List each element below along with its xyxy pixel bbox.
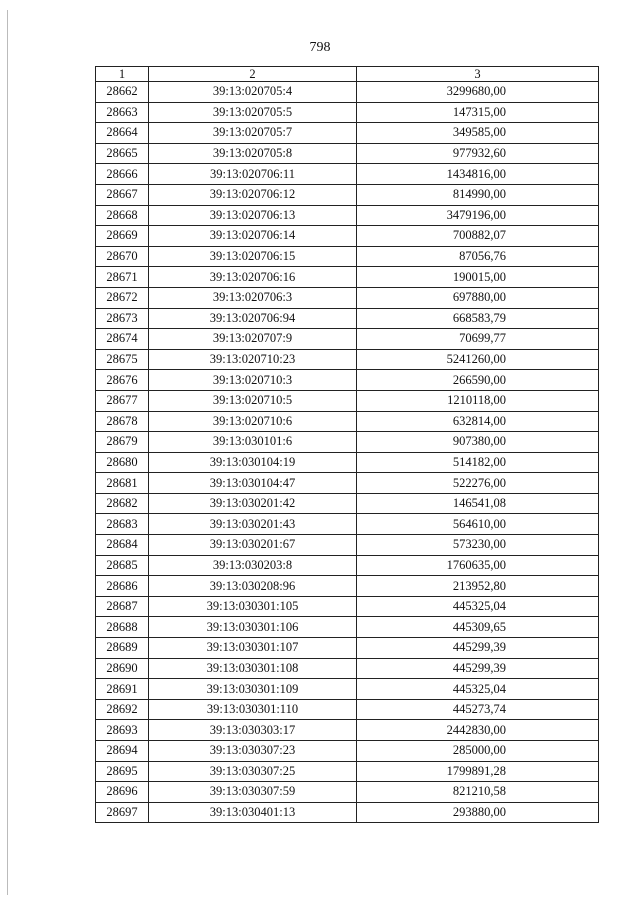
cadastral-number: 39:13:030301:105 — [149, 596, 357, 617]
table-row — [96, 287, 599, 308]
column-header-3: 3 — [357, 67, 599, 82]
cadastral-number: 39:13:030101:6 — [149, 432, 357, 453]
table-row — [96, 102, 599, 123]
cadastral-number: 39:13:030307:59 — [149, 782, 357, 803]
row-number: 28678 — [96, 411, 149, 432]
table-row — [96, 370, 599, 391]
table-row — [96, 184, 599, 205]
cadastral-value: 907380,00 — [357, 432, 599, 453]
cadastral-table — [95, 66, 599, 823]
cadastral-number: 39:13:030303:17 — [149, 720, 357, 741]
table-row — [96, 802, 599, 823]
cadastral-number: 39:13:020705:7 — [149, 123, 357, 144]
page-number: 798 — [309, 40, 331, 55]
cadastral-number: 39:13:020710:5 — [149, 390, 357, 411]
table-header-row — [96, 67, 599, 82]
row-number: 28675 — [96, 349, 149, 370]
table-row — [96, 535, 599, 556]
cadastral-number: 39:13:030307:25 — [149, 761, 357, 782]
cadastral-number: 39:13:030104:19 — [149, 452, 357, 473]
cadastral-number: 39:13:030104:47 — [149, 473, 357, 494]
table-row — [96, 452, 599, 473]
cadastral-value: 564610,00 — [357, 514, 599, 535]
row-number: 28687 — [96, 596, 149, 617]
row-number: 28674 — [96, 329, 149, 350]
cadastral-number: 39:13:020705:5 — [149, 102, 357, 123]
row-number: 28667 — [96, 184, 149, 205]
cadastral-number: 39:13:030307:23 — [149, 741, 357, 762]
row-number: 28690 — [96, 658, 149, 679]
cadastral-value: 445309,65 — [357, 617, 599, 638]
cadastral-number: 39:13:020710:6 — [149, 411, 357, 432]
row-number: 28668 — [96, 205, 149, 226]
table-row — [96, 246, 599, 267]
cadastral-value: 445299,39 — [357, 658, 599, 679]
cadastral-number: 39:13:030201:42 — [149, 493, 357, 514]
cadastral-number: 39:13:030301:110 — [149, 699, 357, 720]
table-row — [96, 720, 599, 741]
row-number: 28662 — [96, 82, 149, 103]
cadastral-value: 349585,00 — [357, 123, 599, 144]
row-number: 28692 — [96, 699, 149, 720]
row-number: 28669 — [96, 226, 149, 247]
cadastral-value: 573230,00 — [357, 535, 599, 556]
row-number: 28697 — [96, 802, 149, 823]
cadastral-value: 1434816,00 — [357, 164, 599, 185]
row-number: 28676 — [96, 370, 149, 391]
cadastral-number: 39:13:030203:8 — [149, 555, 357, 576]
row-number: 28685 — [96, 555, 149, 576]
table-row — [96, 617, 599, 638]
cadastral-value: 5241260,00 — [357, 349, 599, 370]
cadastral-value: 3479196,00 — [357, 205, 599, 226]
row-number: 28696 — [96, 782, 149, 803]
row-number: 28686 — [96, 576, 149, 597]
cadastral-value: 213952,80 — [357, 576, 599, 597]
row-number: 28682 — [96, 493, 149, 514]
cadastral-number: 39:13:020705:8 — [149, 143, 357, 164]
column-header-1: 1 — [96, 67, 149, 82]
row-number: 28689 — [96, 638, 149, 659]
row-number: 28683 — [96, 514, 149, 535]
left-margin-line — [7, 10, 8, 895]
column-header-2: 2 — [149, 67, 357, 82]
table-row — [96, 226, 599, 247]
row-number: 28671 — [96, 267, 149, 288]
cadastral-number: 39:13:030401:13 — [149, 802, 357, 823]
table-row — [96, 349, 599, 370]
cadastral-value: 821210,58 — [357, 782, 599, 803]
table-row — [96, 576, 599, 597]
table-row — [96, 164, 599, 185]
row-number: 28688 — [96, 617, 149, 638]
cadastral-number: 39:13:030301:106 — [149, 617, 357, 638]
table-row — [96, 473, 599, 494]
row-number: 28672 — [96, 287, 149, 308]
cadastral-number: 39:13:030301:107 — [149, 638, 357, 659]
table-row — [96, 205, 599, 226]
cadastral-number: 39:13:020710:3 — [149, 370, 357, 391]
row-number: 28673 — [96, 308, 149, 329]
cadastral-value: 70699,77 — [357, 329, 599, 350]
table-row — [96, 679, 599, 700]
cadastral-value: 977932,60 — [357, 143, 599, 164]
cadastral-number: 39:13:030208:96 — [149, 576, 357, 597]
cadastral-value: 3299680,00 — [357, 82, 599, 103]
cadastral-value: 190015,00 — [357, 267, 599, 288]
table-row — [96, 741, 599, 762]
table-row — [96, 123, 599, 144]
cadastral-number: 39:13:020706:15 — [149, 246, 357, 267]
row-number: 28684 — [96, 535, 149, 556]
table-row — [96, 658, 599, 679]
cadastral-value: 87056,76 — [357, 246, 599, 267]
table-row — [96, 390, 599, 411]
row-number: 28663 — [96, 102, 149, 123]
table-row — [96, 761, 599, 782]
table-row — [96, 308, 599, 329]
cadastral-number: 39:13:030301:109 — [149, 679, 357, 700]
cadastral-value: 1210118,00 — [357, 390, 599, 411]
cadastral-value: 522276,00 — [357, 473, 599, 494]
cadastral-value: 293880,00 — [357, 802, 599, 823]
row-number: 28693 — [96, 720, 149, 741]
cadastral-value: 146541,08 — [357, 493, 599, 514]
cadastral-value: 697880,00 — [357, 287, 599, 308]
cadastral-number: 39:13:020707:9 — [149, 329, 357, 350]
table-row — [96, 411, 599, 432]
cadastral-number: 39:13:020706:12 — [149, 184, 357, 205]
cadastral-value: 147315,00 — [357, 102, 599, 123]
cadastral-number: 39:13:020706:16 — [149, 267, 357, 288]
table-row — [96, 267, 599, 288]
cadastral-number: 39:13:020706:13 — [149, 205, 357, 226]
cadastral-number: 39:13:020706:94 — [149, 308, 357, 329]
table-row — [96, 555, 599, 576]
row-number: 28665 — [96, 143, 149, 164]
cadastral-value: 632814,00 — [357, 411, 599, 432]
table-row — [96, 143, 599, 164]
cadastral-number: 39:13:020706:11 — [149, 164, 357, 185]
table-row — [96, 638, 599, 659]
cadastral-value: 445273,74 — [357, 699, 599, 720]
cadastral-number: 39:13:020705:4 — [149, 82, 357, 103]
cadastral-value: 700882,07 — [357, 226, 599, 247]
table-row — [96, 699, 599, 720]
cadastral-value: 445299,39 — [357, 638, 599, 659]
row-number: 28680 — [96, 452, 149, 473]
cadastral-value: 1799891,28 — [357, 761, 599, 782]
cadastral-value: 514182,00 — [357, 452, 599, 473]
cadastral-value: 668583,79 — [357, 308, 599, 329]
row-number: 28679 — [96, 432, 149, 453]
cadastral-number: 39:13:030201:67 — [149, 535, 357, 556]
row-number: 28695 — [96, 761, 149, 782]
cadastral-value: 2442830,00 — [357, 720, 599, 741]
table-row — [96, 514, 599, 535]
row-number: 28681 — [96, 473, 149, 494]
cadastral-number: 39:13:020706:3 — [149, 287, 357, 308]
row-number: 28666 — [96, 164, 149, 185]
table-row — [96, 493, 599, 514]
cadastral-number: 39:13:030301:108 — [149, 658, 357, 679]
table-row — [96, 432, 599, 453]
cadastral-value: 814990,00 — [357, 184, 599, 205]
row-number: 28691 — [96, 679, 149, 700]
table-row — [96, 596, 599, 617]
cadastral-value: 1760635,00 — [357, 555, 599, 576]
cadastral-value: 266590,00 — [357, 370, 599, 391]
row-number: 28670 — [96, 246, 149, 267]
cadastral-number: 39:13:020710:23 — [149, 349, 357, 370]
table-row — [96, 82, 599, 103]
row-number: 28664 — [96, 123, 149, 144]
cadastral-value: 445325,04 — [357, 596, 599, 617]
row-number: 28677 — [96, 390, 149, 411]
row-number: 28694 — [96, 741, 149, 762]
cadastral-number: 39:13:020706:14 — [149, 226, 357, 247]
cadastral-number: 39:13:030201:43 — [149, 514, 357, 535]
cadastral-value: 445325,04 — [357, 679, 599, 700]
cadastral-value: 285000,00 — [357, 741, 599, 762]
table-row — [96, 329, 599, 350]
table-row — [96, 782, 599, 803]
